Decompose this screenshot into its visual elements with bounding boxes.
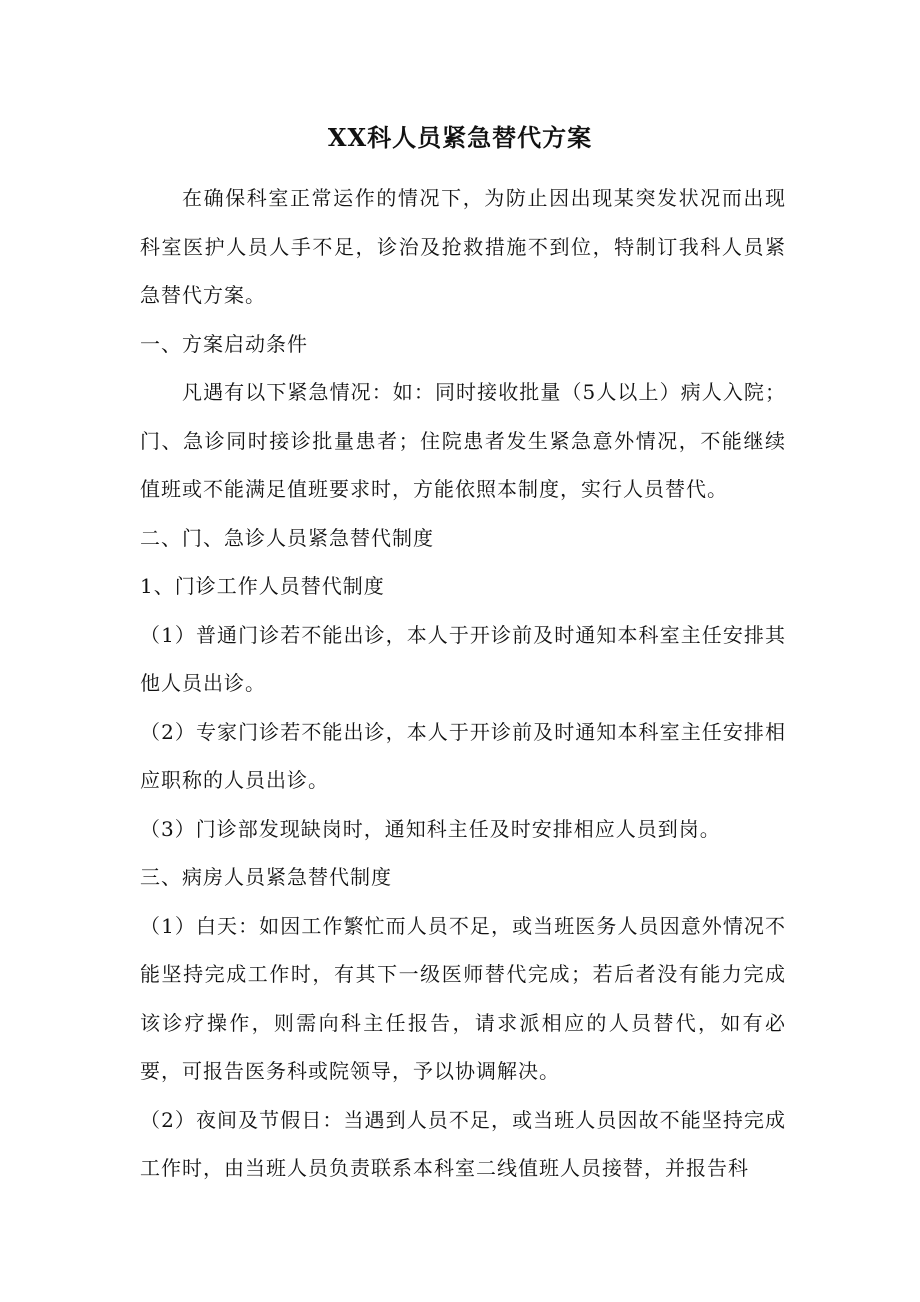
list-item-3-2: （2）夜间及节假日：当遇到人员不足，或当班人员因故不能坚持完成工作时，由当班人员负责联系本科室二线值班人员接替，并报告科 [140, 1107, 786, 1180]
section-heading-2: 二、门、急诊人员紧急替代制度 [140, 525, 434, 550]
section-heading-1: 一、方案启动条件 [140, 331, 308, 356]
intro-paragraph: 在确保科室正常运作的情况下，为防止因出现某突发状况而出现科室医护人员人手不足，诊治及抢救措施不到位，特制订我科人员紧急替代方案。 [140, 186, 786, 307]
subsection-heading-2-1: 1、门诊工作人员替代制度 [140, 574, 385, 598]
section-1-paragraph: 凡遇有以下紧急情况：如：同时接收批量（5人以上）病人入院；门、急诊同时接诊批量患者；住院患者发生紧急意外情况，不能继续值班或不能满足值班要求时，方能依照本制度，实行人员替代。 [140, 380, 786, 501]
list-item-2-1-3: （3）门诊部发现缺岗时，通知科主任及时安排相应人员到岗。 [140, 816, 721, 841]
document-title: XX科人员紧急替代方案 [327, 123, 593, 152]
list-item-2-1-1: （1）普通门诊若不能出诊，本人于开诊前及时通知本科室主任安排其他人员出诊。 [140, 622, 786, 695]
document-body [140, 174, 786, 1193]
list-item-2-1-2: （2）专家门诊若不能出诊，本人于开诊前及时通知本科室主任安排相应职称的人员出诊。 [140, 719, 786, 792]
list-item-3-1: （1）白天：如因工作繁忙而人员不足，或当班医务人员因意外情况不能坚持完成工作时，有其下一级医师替代完成；若后者没有能力完成该诊疗操作，则需向科主任报告，请求派相应的人员替代，如有必要，可报告医务科或院领导，予以协调解决。 [140, 913, 786, 1083]
section-heading-3: 三、病房人员紧急替代制度 [140, 865, 392, 889]
